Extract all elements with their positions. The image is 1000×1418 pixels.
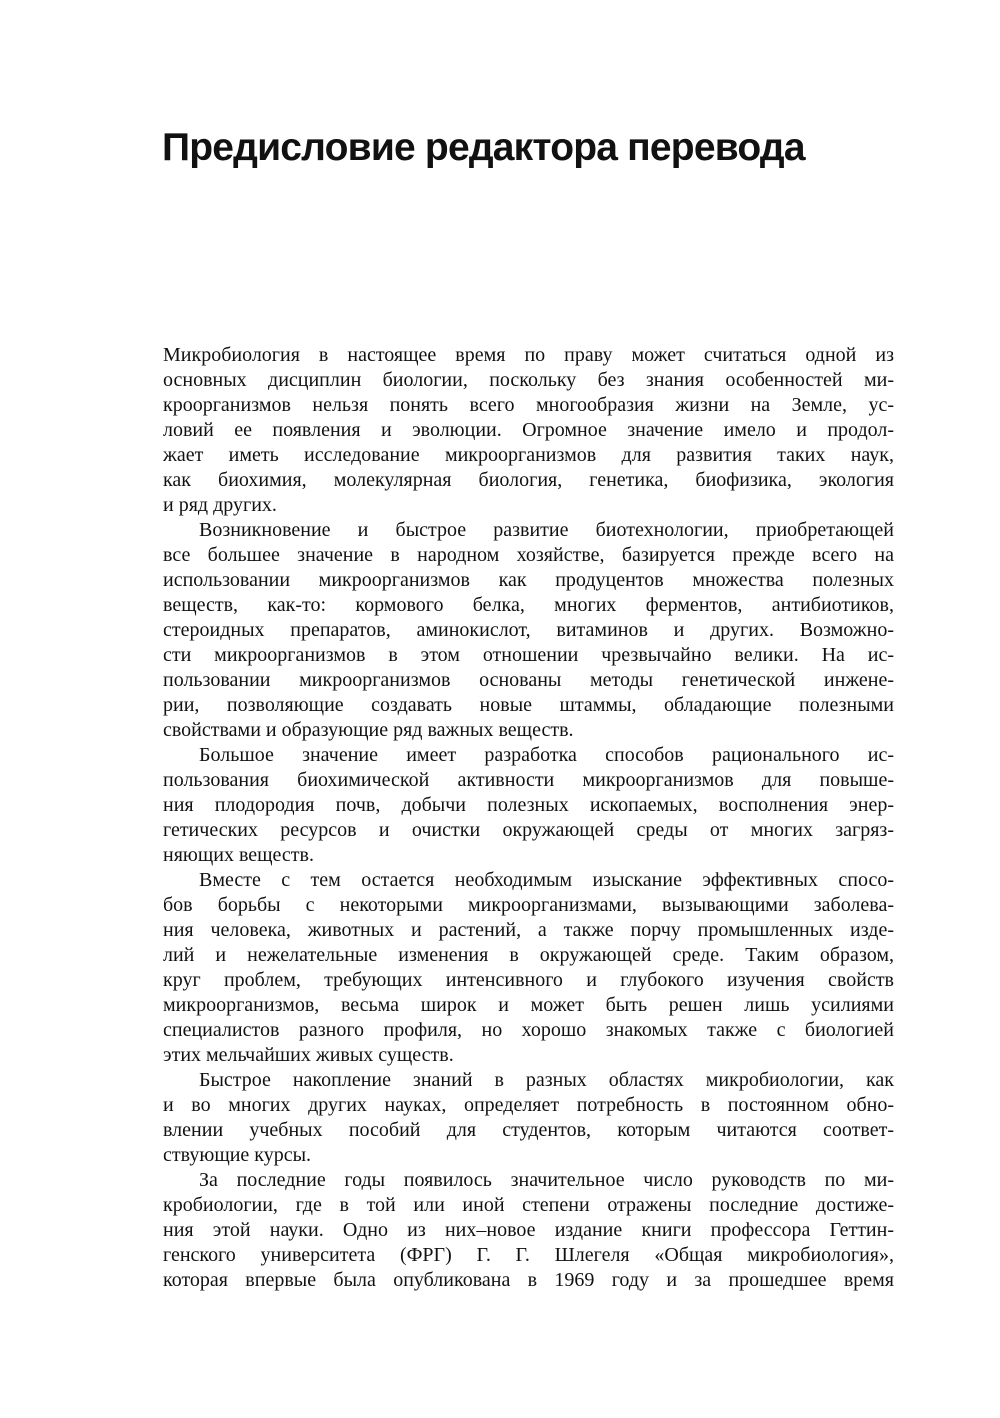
text-line: все большее значение в народном хозяйстве, базируется прежде всего на [163, 544, 894, 566]
text-line: специалистов разного профиля, но хорошо знакомых также с биологией [163, 1019, 894, 1041]
text-line: пользования биохимической активности микроорганизмов для повыше- [163, 769, 894, 791]
text-line: использовании микроорганизмов как продуцентов множества полезных [163, 569, 894, 591]
text-line: свойствами и образующие ряд важных веществ. [163, 719, 574, 741]
text-line: ния этой науки. Одно из них–новое издание книги профессора Геттин- [163, 1219, 894, 1241]
text-line: лий и нежелательные изменения в окружающей среде. Таким образом, [163, 944, 894, 966]
paragraph [163, 743, 894, 868]
text-line: этих мельчайших живых существ. [163, 1044, 454, 1066]
preface-body [163, 343, 894, 1293]
text-line: Вместе с тем остается необходимым изыскание эффективных спосо- [199, 869, 894, 891]
text-line: ния плодородия почв, добычи полезных ископаемых, восполнения энер- [163, 794, 894, 816]
paragraph [163, 1168, 894, 1293]
page-title: Предисловие редактора перевода [162, 126, 805, 170]
text-line: Большое значение имеет разработка способов рационального ис- [199, 744, 894, 766]
text-line: Быстрое накопление знаний в разных областях микробиологии, как [199, 1069, 894, 1091]
text-line: гетических ресурсов и очистки окружающей среды от многих загряз- [163, 819, 894, 841]
text-line: стероидных препаратов, аминокислот, витаминов и других. Возможно- [163, 619, 894, 641]
text-line: рии, позволяющие создавать новые штаммы, обладающие полезными [163, 694, 894, 716]
text-line: и ряд других. [163, 494, 277, 516]
text-line: влении учебных пособий для студентов, которым читаются соответ- [163, 1119, 894, 1141]
text-line: круг проблем, требующих интенсивного и глубокого изучения свойств [163, 969, 894, 991]
text-line: как биохимия, молекулярная биология, генетика, биофизика, экология [163, 469, 894, 491]
text-line: Микробиология в настоящее время по праву может считаться одной из [163, 344, 894, 366]
text-line: кроорганизмов нельзя понять всего многообразия жизни на Земле, ус- [163, 394, 894, 416]
paragraph [163, 868, 894, 1068]
text-line: кробиологии, где в той или иной степени отражены последние достиже- [163, 1194, 894, 1216]
text-line: За последние годы появилось значительное число руководств по ми- [199, 1169, 894, 1191]
text-line: ствующие курсы. [163, 1144, 312, 1166]
text-line: которая впервые была опубликована в 1969 году и за прошедшее время [163, 1269, 894, 1291]
paragraph [163, 518, 894, 743]
text-line: сти микроорганизмов в этом отношении чрезвычайно велики. На ис- [163, 644, 894, 666]
text-line: ловий ее появления и эволюции. Огромное значение имело и продол- [163, 419, 894, 441]
text-line: пользовании микроорганизмов основаны методы генетической инжене- [163, 669, 894, 691]
paragraph [163, 343, 894, 518]
text-line: ния человека, животных и растений, а также порчу промышленных изде- [163, 919, 894, 941]
text-line: Возникновение и быстрое развитие биотехнологии, приобретающей [199, 519, 894, 541]
text-line: и во многих других науках, определяет потребность в постоянном обно- [163, 1094, 894, 1116]
text-line: няющих веществ. [163, 844, 314, 866]
text-line: основных дисциплин биологии, поскольку без знания особенностей ми- [163, 369, 894, 391]
text-line: жает иметь исследование микроорганизмов для развития таких наук, [163, 444, 894, 466]
text-line: генского университета (ФРГ) Г. Г. Шлегеля «Общая микробиология», [163, 1244, 894, 1266]
paragraph [163, 1068, 894, 1168]
text-line: микроорганизмов, весьма широк и может быть решен лишь усилиями [163, 994, 894, 1016]
text-line: бов борьбы с некоторыми микроорганизмами, вызывающими заболева- [163, 894, 894, 916]
text-line: веществ, как-то: кормового белка, многих ферментов, антибиотиков, [163, 594, 894, 616]
